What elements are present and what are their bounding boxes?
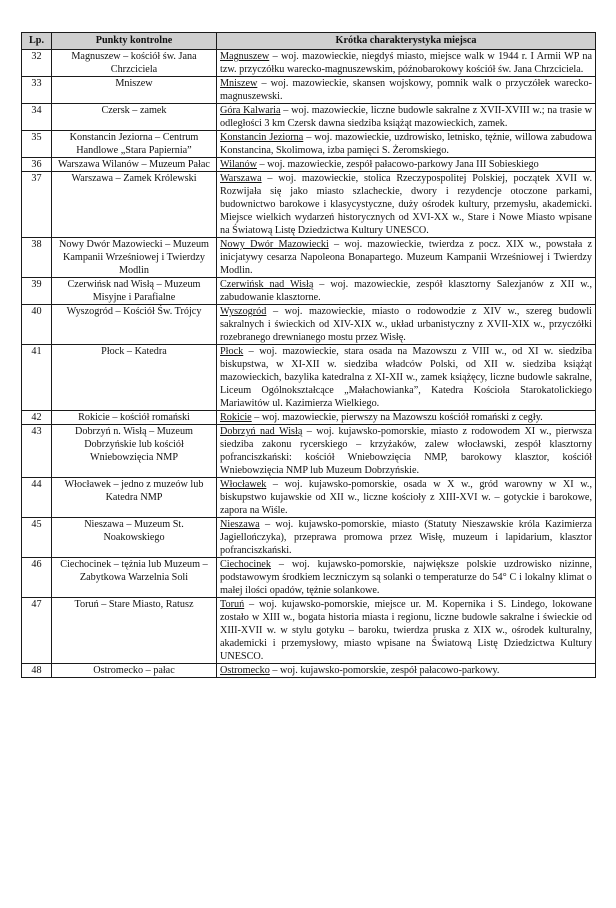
description-text: – woj. mazowieckie, zespół pałacowo-parkowy Jana III Sobieskiego	[256, 159, 539, 170]
row-number: 44	[22, 478, 52, 518]
row-number: 33	[22, 77, 52, 104]
place-name: Rokicie	[220, 412, 252, 423]
description-text: – woj. kujawsko-pomorskie, zespół pałacowo-parkowy.	[269, 665, 500, 676]
table-row	[22, 158, 596, 172]
checkpoint-name: Czerwińsk nad Wisłą – Muzeum Misyjne i Parafialne	[52, 278, 217, 305]
description-text: – woj. mazowieckie, liczne budowle sakralne z XVII-XVIII w.; na trasie w odległości 3 km Czersk dawna siedziba książąt mazowieckich, zamek.	[220, 105, 592, 129]
checkpoint-name: Ciechocinek – tężnia lub Muzeum – Zabytkowa Warzelnia Soli	[52, 558, 217, 598]
checkpoint-name: Dobrzyń n. Wisłą – Muzeum Dobrzyńskie lub kościół Wniebowzięcia NMP	[52, 425, 217, 478]
table-row	[22, 598, 596, 664]
place-name: Konstancin Jeziorna	[220, 132, 304, 143]
place-description	[217, 518, 596, 558]
table-row	[22, 50, 596, 77]
place-name: Warszawa	[220, 173, 262, 184]
place-description	[217, 278, 596, 305]
place-name: Czerwińsk nad Wisłą	[220, 279, 314, 290]
place-description	[217, 172, 596, 238]
place-description	[217, 598, 596, 664]
description-text: – woj. kujawsko-pomorskie, miejsce ur. M. Kopernika i S. Lindego, lokowane zostało w XIII w., bogata historia miasta i regionu, liczne budowle sakralne i świeckie od XIII-XVII w. w stylu gotyku – baroku, twierdza pruska z XIX w., ośrodek kulturalny, akademicki i przemysłowy, miasto wpisane na Światową Listę Dziedzictwa Kultury UNESCO.	[220, 599, 592, 662]
row-number: 39	[22, 278, 52, 305]
place-description	[217, 238, 596, 278]
place-name: Toruń	[220, 599, 245, 610]
place-description	[217, 558, 596, 598]
header-checkpoints: Punkty kontrolne	[52, 33, 217, 50]
table-row	[22, 518, 596, 558]
row-number: 34	[22, 104, 52, 131]
table-row	[22, 411, 596, 425]
checkpoint-name: Nieszawa – Muzeum St. Noakowskiego	[52, 518, 217, 558]
table-row	[22, 77, 596, 104]
table-row	[22, 478, 596, 518]
table-row	[22, 131, 596, 158]
table-row	[22, 104, 596, 131]
description-text: – woj. kujawsko-pomorskie, miasto (Statuty Nieszawskie króla Kazimierza Jagiellończyka), przeprawa promowa przez Wisłę, muzeum i lapidarium, klasztor pofranciszkański.	[220, 519, 592, 556]
place-name: Włocławek	[220, 479, 267, 490]
description-text: – woj. kujawsko-pomorskie, miasto z rodowodem XI w., pierwsza siedziba zakonu rycerskiego – krzyżaków, zalew włocławski, zespół klasztorny pofranciszkański: kościół Wniebowzięcia NMP, barokowy klasztor, kościół Wniebowzięcia NMP lub Muzeum Dobrzyńskie.	[220, 426, 592, 476]
table-row	[22, 664, 596, 678]
row-number: 47	[22, 598, 52, 664]
place-name: Nieszawa	[220, 519, 260, 530]
table-row	[22, 558, 596, 598]
description-text: – woj. mazowieckie, zespół klasztorny Salezjanów z XII w., zabudowanie klasztorne.	[220, 279, 592, 303]
checkpoints-table	[21, 32, 596, 678]
table-row	[22, 345, 596, 411]
description-text: – woj. mazowieckie, pierwszy na Mazowszu kościół romański z cegły.	[251, 412, 543, 423]
place-name: Ostromecko	[220, 665, 270, 676]
place-description	[217, 131, 596, 158]
header-description: Krótka charakterystyka miejsca	[217, 33, 596, 50]
header-lp: Lp.	[22, 33, 52, 50]
place-name: Wilanów	[220, 159, 257, 170]
table-row	[22, 305, 596, 345]
row-number: 40	[22, 305, 52, 345]
checkpoint-name: Toruń – Stare Miasto, Ratusz	[52, 598, 217, 664]
description-text: – woj. kujawsko-pomorskie, osada w X w., gród warowny w XI w., biskupstwo kujawskie od XII w., liczne kościoły z XIII-XVI w. – gotyckie i barokowe, zapora na Wiśle.	[220, 479, 592, 516]
checkpoint-name: Włocławek – jedno z muzeów lub Katedra NMP	[52, 478, 217, 518]
place-description	[217, 50, 596, 77]
place-name: Ciechocinek	[220, 559, 271, 570]
place-name: Wyszogród	[220, 306, 267, 317]
table-row	[22, 278, 596, 305]
row-number: 46	[22, 558, 52, 598]
description-text: – woj. mazowieckie, uzdrowisko, letnisko, tężnie, willowa zabudowa Konstancina, Skolimowa, izba pamięci S. Żeromskiego.	[220, 132, 592, 156]
place-description	[217, 425, 596, 478]
description-text: – woj. kujawsko-pomorskie, największe polskie uzdrowisko nizinne, podstawowym środkiem leczniczym są solanki o temperaturze do 54° C i lokalny klimat o małej ilości opadów, tężnie solankowe.	[220, 559, 592, 596]
description-text: – woj. mazowieckie, twierdza z pocz. XIX w., powstała z inicjatywy cesarza Napoleona Bonapartego. Muzeum Kampanii Wrześniowej i Twierdzy Modlin.	[220, 239, 592, 276]
checkpoint-name: Warszawa – Zamek Królewski	[52, 172, 217, 238]
row-number: 32	[22, 50, 52, 77]
header-row	[22, 33, 596, 50]
checkpoint-name: Czersk – zamek	[52, 104, 217, 131]
place-description	[217, 104, 596, 131]
checkpoint-name: Magnuszew – kościół św. Jana Chrzciciela	[52, 50, 217, 77]
checkpoint-name: Nowy Dwór Mazowiecki – Muzeum Kampanii Wrześniowej i Twierdzy Modlin	[52, 238, 217, 278]
description-text: – woj. mazowieckie, stolica Rzeczypospolitej Polskiej, początek XVII w. Rozwijała się jako miasto szlacheckie, dwory i rezydencje otoczone parkami, budownictwo barokowe i klasycystyczne, duży ośrodek kultury, przemysłu, akademicki. Miejsce wielkich wydarzeń historycznych od XVI-XX w., Stare i Nowe Miasto wpisane na Światową Listę Dziedzictwa Kultury UNESCO.	[220, 173, 592, 236]
checkpoint-name: Mniszew	[52, 77, 217, 104]
row-number: 42	[22, 411, 52, 425]
place-name: Magnuszew	[220, 51, 270, 62]
row-number: 41	[22, 345, 52, 411]
place-description	[217, 345, 596, 411]
checkpoint-name: Konstancin Jeziorna – Centrum Handlowe „Stara Papiernia”	[52, 131, 217, 158]
table-header	[22, 33, 596, 50]
place-name: Płock	[220, 346, 244, 357]
place-description	[217, 305, 596, 345]
table-row	[22, 425, 596, 478]
table-row	[22, 172, 596, 238]
place-name: Nowy Dwór Mazowiecki	[220, 239, 329, 250]
checkpoint-name: Warszawa Wilanów – Muzeum Pałac	[52, 158, 217, 172]
place-description	[217, 77, 596, 104]
place-description	[217, 478, 596, 518]
checkpoint-name: Rokicie – kościół romański	[52, 411, 217, 425]
checkpoint-name: Płock – Katedra	[52, 345, 217, 411]
row-number: 36	[22, 158, 52, 172]
table-row	[22, 238, 596, 278]
row-number: 35	[22, 131, 52, 158]
description-text: – woj. mazowieckie, niegdyś miasto, miejsce walk w 1944 r. I Armii WP na tzw. przyczółku warecko-magnuszewskim, późnobarokowy kościół św. Jana Chrzciciela.	[220, 51, 592, 75]
row-number: 45	[22, 518, 52, 558]
row-number: 37	[22, 172, 52, 238]
row-number: 48	[22, 664, 52, 678]
place-name: Góra Kalwaria	[220, 105, 281, 116]
table-body	[22, 50, 596, 678]
place-name: Mniszew	[220, 78, 258, 89]
place-description	[217, 158, 596, 172]
place-description	[217, 664, 596, 678]
place-name: Dobrzyń nad Wisłą	[220, 426, 303, 437]
place-description	[217, 411, 596, 425]
description-text: – woj. mazowieckie, stara osada na Mazowszu z VIII w., od XI w. siedziba biskupstwa, w XI-XII w. siedziba władców Polski, od XII w. siedziba książąt mazowieckich, bazylika katedralna z XI-XII w., zamek książęcy, liczne budowle sakralne, Liceum Ogólnokształcące „Małachowianka”, Katedra Kościoła Starokatolickiego Mariawitów ul. Kazimierza Wielkiego.	[220, 346, 592, 409]
checkpoint-name: Wyszogród – Kościół Św. Trójcy	[52, 305, 217, 345]
description-text: – woj. mazowieckie, skansen wojskowy, pomnik walk o przyczółek warecko-magnuszewski.	[220, 78, 592, 102]
row-number: 43	[22, 425, 52, 478]
document-page	[21, 32, 595, 678]
description-text: – woj. mazowieckie, miasto o rodowodzie z XIV w., szereg budowli sakralnych i świeckich od XIV-XIX w., układ urbanistyczny z XVII-XIX w., przyczółki rozebranego drewnianego mostu przez Wisłę.	[220, 306, 592, 343]
checkpoint-name: Ostromecko – pałac	[52, 664, 217, 678]
row-number: 38	[22, 238, 52, 278]
